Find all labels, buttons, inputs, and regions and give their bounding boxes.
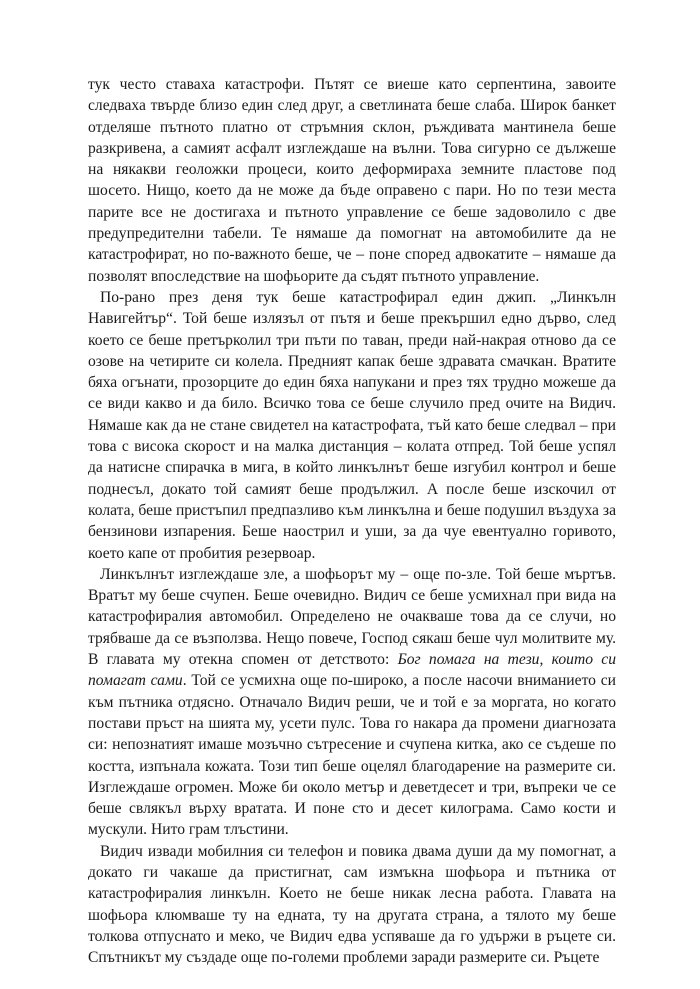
page-text (88, 74, 616, 968)
text-run: По-рано през деня тук беше катастрофирал един джип. „Линкълн Навигейтър“. Той беше излязъл от пътя и беше прекършил едно дърво, след което се беше претърколил три пъти по таван, преди най-накрая отново да се озове на четирите си колела. Предният капак беше здравата смачкан. Вратите бяха огънати, прозорците до един бяха напукани и през тях трудно можеше да се види какво и да било. Всичко това се беше случило пред очите на Видич. Нямаше как да не стане свидетел на катастрофата, тъй като беше следвал – при това с висока скорост и на малка дистанция – колата отпред. Той беше успял да натисне спирачка в мига, в който линкълнът беше изгубил контрол и беше поднесъл, докато той самият беше продължил. А после беше изскочил от колата, беше пристъпил предпазливо към линкълна и беше подушил въздуха за бензинови изпарения. Беше наострил и уши, за да чуе евентуално горивото, което капе от пробития резервоар. (88, 288, 616, 562)
paragraph (88, 74, 616, 287)
text-run: тук често ставаха катастрофи. Пътят се виеше като серпентина, завоите следваха твърде близо един след друг, а светлината беше слаба. Широк банкет отделяше пътното платно от стръмния склон, ръждивата мантинела беше разкривена, а самият асфалт изглеждаше на вълни. Това сигурно се дължеше на някакви геоложки процеси, които деформираха земните пластове под шосето. Нищо, което да не може да бъде оправено с пари. Но по тези места парите все не достигаха и пътното управление се беше задоволило с две предупредителни табели. Те нямаше да помогнат на автомобилите да не катастрофират, но по-важното беше, че – поне според адвокатите – нямаше да позволят впоследствие на шофьорите да съдят пътното управление. (88, 76, 616, 285)
text-run: Линкълнът изглеждаше зле, а шофьорът му – още по-зле. Той беше мъртъв. Вратът му беше счупен. Беше очевидно. Видич се беше усмихнал при вида на катастрофиралия автомобил. Определено не очакваше това да се случи, но трябваше да се възползва. Нещо повече, Господ сякаш беше чул молитвите му. В главата му отекна спомен от детството: (88, 565, 616, 669)
paragraph (88, 564, 616, 841)
text-run: Видич извади мобилния си телефон и повика двама души да му помогнат, а докато ги чакаше да пристигнат, сам измъкна шофьора и пътника от катастрофиралия линкълн. Което не беше никак лесна работа. Главата на шофьора клюмваше ту на едната, ту на другата страна, а тялото му беше толкова отпуснато и меко, че Видич едва успяваше да го удържи в ръцете си. Спътникът му създаде още по-големи проблеми заради размерите си. Ръцете (88, 842, 616, 967)
text-run: . Той се усмихна още по-широко, а после насочи вниманието си към пътника отдясно. Отначало Видич реши, че и той е за моргата, но когато постави пръст на шията му, усети пулс. Това го накара да промени диагнозата си: непознатият имаше мозъчно сътресение и счупена китка, ако се съдеше по костта, изпънала кожата. Този тип беше оцелял благодарение на размерите си. Изглеждаше огромен. Може би около метър и деветдесет и три, въпреки че се беше свлякъл върху вратата. И поне сто и десет килограма. Само кости и мускули. Нито грам тлъстини. (88, 672, 616, 839)
paragraph (88, 841, 616, 969)
italic-quote: Бог помага на тези, които си помагат сами (88, 651, 617, 690)
paragraph (88, 287, 616, 564)
